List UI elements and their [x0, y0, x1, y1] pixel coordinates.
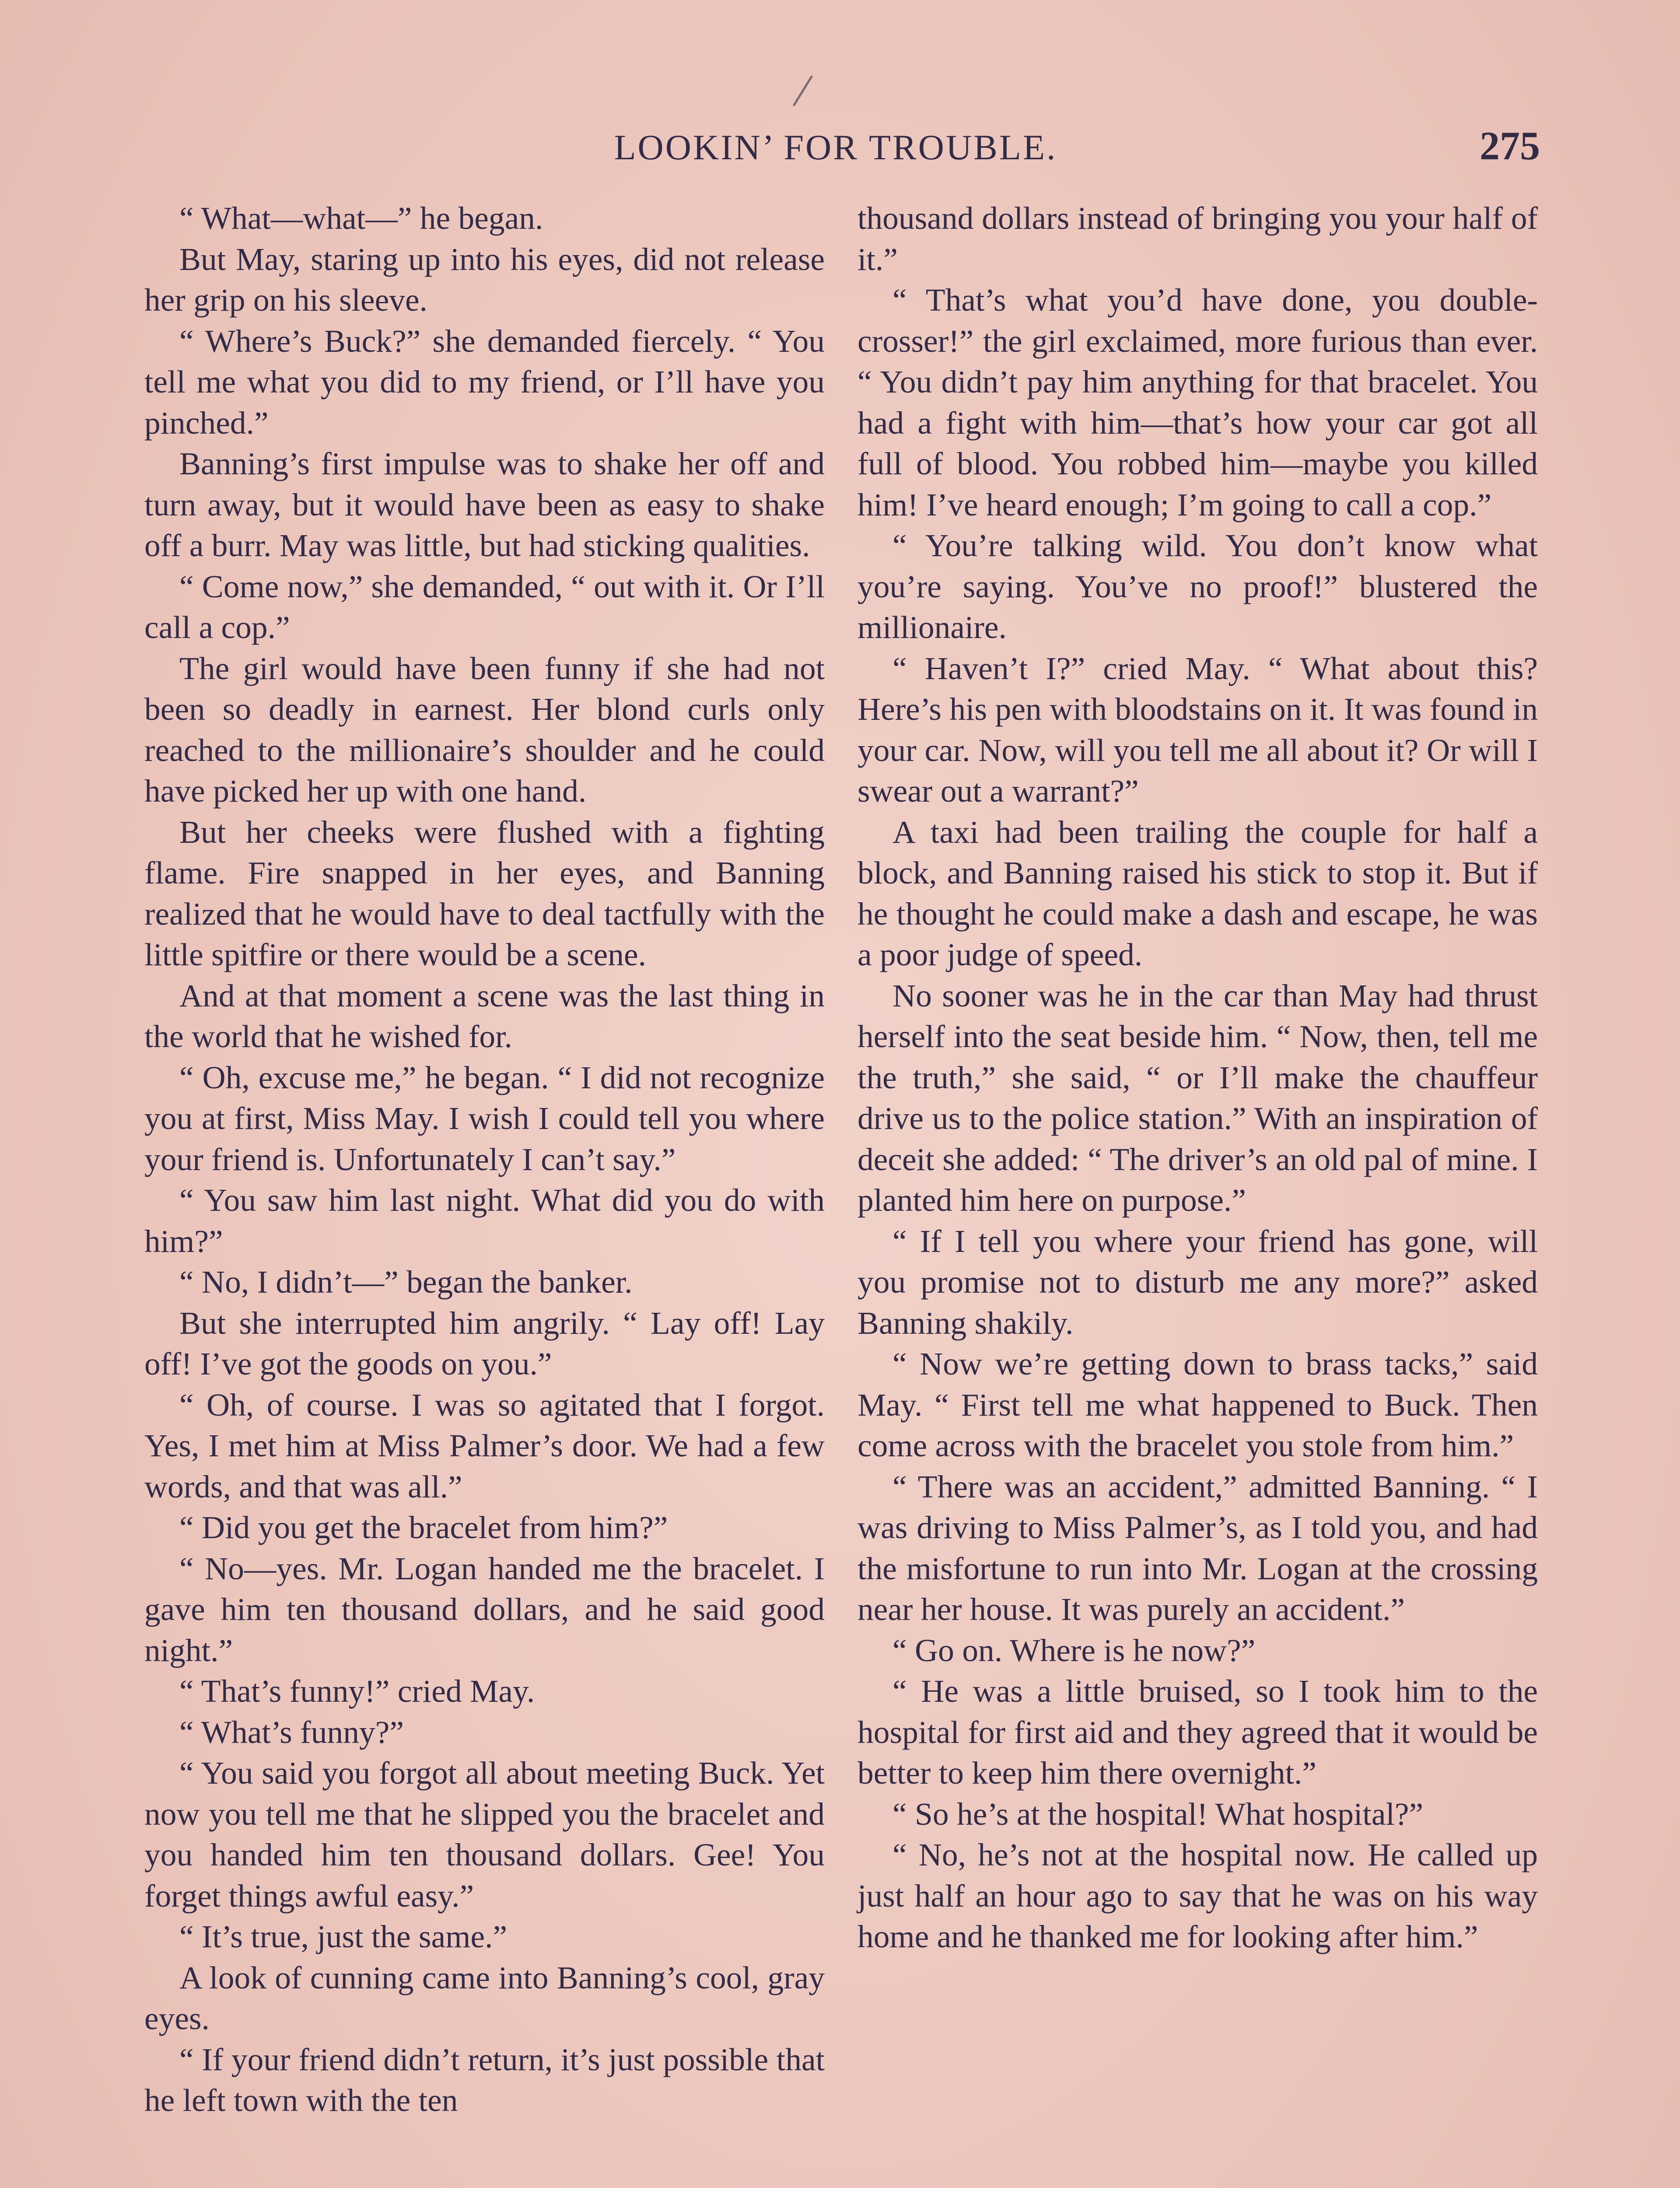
paragraph: “ You said you forgot all about meeting Buck. Yet now you tell me that he slipped you the bracelet and you handed him ten thousand dollars. Gee! You forget things awful easy.” [144, 1755, 825, 1914]
right-column [858, 198, 1538, 1957]
pen-stroke-mark [785, 74, 816, 109]
paragraph: “ No—yes. Mr. Logan handed me the bracelet. I gave him ten thousand dollars, and he said good night.” [144, 1550, 825, 1668]
paragraph: “ That’s what you’d have done, you double-crosser!” the girl exclaimed, more furious than ever. “ You didn’t pay him anything for that bracelet. You had a fight with him—that’s how your car got all full of blood. You robbed him—maybe you killed him! I’ve heard enough; I’m going to call a cop.” [858, 282, 1538, 522]
running-title: LOOKIN’ FOR TROUBLE. [614, 127, 1057, 167]
paragraph: “ Go on. Where is he now?” [892, 1632, 1256, 1668]
paragraph: “ Now we’re getting down to brass tacks,” said May. “ First tell me what happened to Buck. Then come across with the bracelet you stole from him.” [858, 1346, 1538, 1463]
paragraph: “ What’s funny?” [179, 1714, 404, 1750]
paragraph: “ There was an accident,” admitted Banning. “ I was driving to Miss Palmer’s, as I told you, and had the misfortune to run into Mr. Logan at the crossing near her house. It was purely an accident.” [858, 1469, 1538, 1627]
page-number: 275 [1480, 123, 1540, 168]
paragraph: “ Where’s Buck?” she demanded fiercely. “ You tell me what you did to my friend, or I’ll have you pinched.” [144, 323, 825, 441]
paragraph: “ So he’s at the hospital! What hospital?” [892, 1796, 1424, 1832]
paragraph: But May, staring up into his eyes, did not release her grip on his sleeve. [144, 241, 825, 318]
paragraph-continuation: thousand dollars instead of bringing you your half of it.” [858, 200, 1538, 277]
paragraph: A look of cunning came into Banning’s cool, gray eyes. [144, 1960, 825, 2036]
paragraph: Banning’s first impulse was to shake her off and turn away, but it would have been as easy to shake off a burr. May was little, but had sticking qualities. [144, 446, 825, 563]
paragraph: But her cheeks were flushed with a fighting flame. Fire snapped in her eyes, and Banning realized that he would have to deal tactfully with the little spitfire or there would be a scene. [144, 814, 825, 972]
paragraph: “ That’s funny!” cried May. [179, 1673, 535, 1709]
paragraph: “ No, he’s not at the hospital now. He called up just half an hour ago to say that he was on his way home and he thanked me for looking after him.” [858, 1837, 1538, 1954]
paragraph: “ He was a little bruised, so I took him to the hospital for first aid and they agreed that it would be better to keep him there overnight.” [858, 1673, 1538, 1791]
paragraph: “ Oh, of course. I was so agitated that I forgot. Yes, I met him at Miss Palmer’s door. We had a few words, and that was all.” [144, 1387, 825, 1504]
paragraph: “ Oh, excuse me,” he began. “ I did not recognize you at first, Miss May. I wish I could tell you where your friend is. Unfortunately I can’t say.” [144, 1059, 825, 1177]
paragraph: “ You saw him last night. What did you do with him?” [144, 1182, 825, 1259]
paragraph: A taxi had been trailing the couple for half a block, and Banning raised his stick to stop it. But if he thought he could make a dash and escape, he was a poor judge of speed. [858, 814, 1538, 972]
paragraph: No sooner was he in the car than May had thrust herself into the seat beside him. “ Now, then, tell me the truth,” she said, “ or I’ll make the chauffeur drive us to the police station.” With an inspiration of deceit she added: “ The driver’s an old pal of mine. I planted him here on purpose.” [858, 978, 1538, 1218]
paragraph: “ If I tell you where your friend has gone, will you promise not to disturb me any more?” asked Banning shakily. [858, 1223, 1538, 1341]
paragraph: But she interrupted him angrily. “ Lay off! Lay off! I’ve got the goods on you.” [144, 1305, 825, 1382]
page-header [131, 123, 1540, 171]
paragraph: “ What—what—” he began. [179, 200, 543, 236]
paragraph: The girl would have been funny if she had not been so deadly in earnest. Her blond curls only reached to the millionaire’s shoulder and he could have picked her up with one hand. [144, 650, 825, 809]
paragraph: “ Come now,” she demanded, “ out with it. Or I’ll call a cop.” [144, 568, 825, 645]
paragraph: “ Did you get the bracelet from him?” [179, 1510, 668, 1545]
left-column [144, 198, 825, 2121]
paragraph: “ No, I didn’t—” began the banker. [179, 1264, 633, 1300]
paragraph: “ It’s true, just the same.” [179, 1919, 508, 1954]
paragraph: “ You’re talking wild. You don’t know what you’re saying. You’ve no proof!” blustered the millionaire. [858, 528, 1538, 645]
paragraph: “ If your friend didn’t return, it’s just possible that he left town with the ten [144, 2041, 825, 2118]
paragraph: And at that moment a scene was the last thing in the world that he wished for. [144, 978, 825, 1054]
paragraph: “ Haven’t I?” cried May. “ What about this? Here’s his pen with bloodstains on it. It was found in your car. Now, will you tell me all about it? Or will I swear out a warrant?” [858, 650, 1538, 809]
